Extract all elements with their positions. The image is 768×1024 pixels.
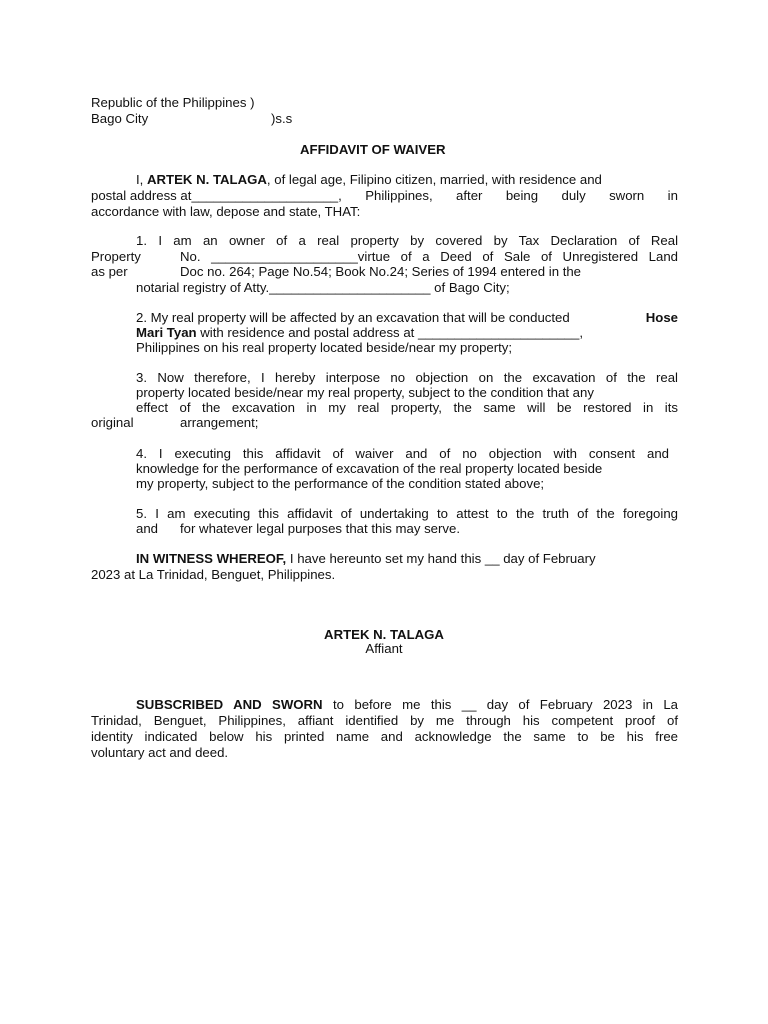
para1-line-3a: as per bbox=[91, 264, 128, 279]
intro-line-2: postal address at____________________, Philippines, after being duly sworn in bbox=[91, 188, 678, 203]
header-city: Bago City bbox=[91, 111, 149, 126]
contractor-name-part-1: Hose bbox=[645, 310, 678, 325]
para4-line-3: my property, subject to the performance of the condition stated above; bbox=[136, 476, 545, 491]
witness-heading: IN WITNESS WHEREOF, bbox=[136, 551, 287, 566]
contractor-name-part-2: Mari Tyan bbox=[136, 325, 197, 340]
para3-line-4a: original bbox=[91, 415, 134, 430]
para4-line-2: knowledge for the performance of excavation of the real property located beside bbox=[136, 461, 603, 476]
jurat-line-3: identity indicated below his printed name and acknowledge the same to be his free bbox=[91, 729, 678, 744]
para5-line-1: 5. I am executing this affidavit of undertaking to attest to the truth of the foregoing bbox=[136, 506, 678, 521]
witness-line-1: IN WITNESS WHEREOF, I have hereunto set my hand this __ day of February bbox=[136, 551, 596, 566]
para2-line-2: Mari Tyan with residence and postal address at ______________________, bbox=[136, 325, 583, 340]
header-republic: Republic of the Philippines ) bbox=[91, 95, 255, 110]
signature-role: Affiant bbox=[365, 641, 403, 656]
para3-line-3: effect of the excavation in my real property, the same will be restored in its bbox=[136, 400, 678, 415]
para3-line-1: 3. Now therefore, I hereby interpose no objection on the excavation of the real bbox=[136, 370, 678, 385]
para1-line-1: 1. I am an owner of a real property by covered by Tax Declaration of Real bbox=[136, 233, 678, 248]
para2-line-3: Philippines on his real property located beside/near my property; bbox=[136, 340, 513, 355]
jurat-line-1: SUBSCRIBED AND SWORN to before me this __ day of February 2023 in La bbox=[136, 697, 678, 712]
para4-line-1: 4. I executing this affidavit of waiver and of no objection with consent and bbox=[136, 446, 669, 461]
header-ss: )s.s bbox=[271, 111, 293, 126]
para1-line-2b: No. ____________________virtue of a Deed of Sale of Unregistered Land bbox=[180, 249, 678, 264]
jurat-heading: SUBSCRIBED AND SWORN bbox=[136, 697, 323, 712]
para3-line-2: property located beside/near my real property, subject to the condition that any bbox=[136, 385, 594, 400]
intro-line-1: I, ARTEK N. TALAGA, of legal age, Filipino citizen, married, with residence and bbox=[136, 172, 602, 187]
para1-line-4: notarial registry of Atty.______________________ of Bago City; bbox=[136, 280, 510, 295]
para1-line-3b: Doc no. 264; Page No.54; Book No.24; Series of 1994 entered in the bbox=[180, 264, 582, 279]
signature-name: ARTEK N. TALAGA bbox=[324, 627, 444, 642]
witness-line-2: 2023 at La Trinidad, Benguet, Philippines. bbox=[91, 567, 336, 582]
jurat-line-2: Trinidad, Benguet, Philippines, affiant identified by me through his competent proof of bbox=[91, 713, 678, 728]
address-blank: ____________________, bbox=[191, 188, 342, 203]
intro-line-3: accordance with law, depose and state, THAT: bbox=[91, 204, 361, 219]
jurat-line-4: voluntary act and deed. bbox=[91, 745, 229, 760]
para3-line-4b: arrangement; bbox=[180, 415, 259, 430]
para2-line-1: 2. My real property will be affected by an excavation that will be conducted Hose bbox=[136, 310, 678, 325]
affiant-name-inline: ARTEK N. TALAGA bbox=[147, 172, 267, 187]
para5-line-2a: and bbox=[136, 521, 159, 536]
document-title: AFFIDAVIT OF WAIVER bbox=[300, 142, 446, 157]
para5-line-2b: for whatever legal purposes that this may serve. bbox=[180, 521, 461, 536]
para1-line-2a: Property bbox=[91, 249, 141, 264]
